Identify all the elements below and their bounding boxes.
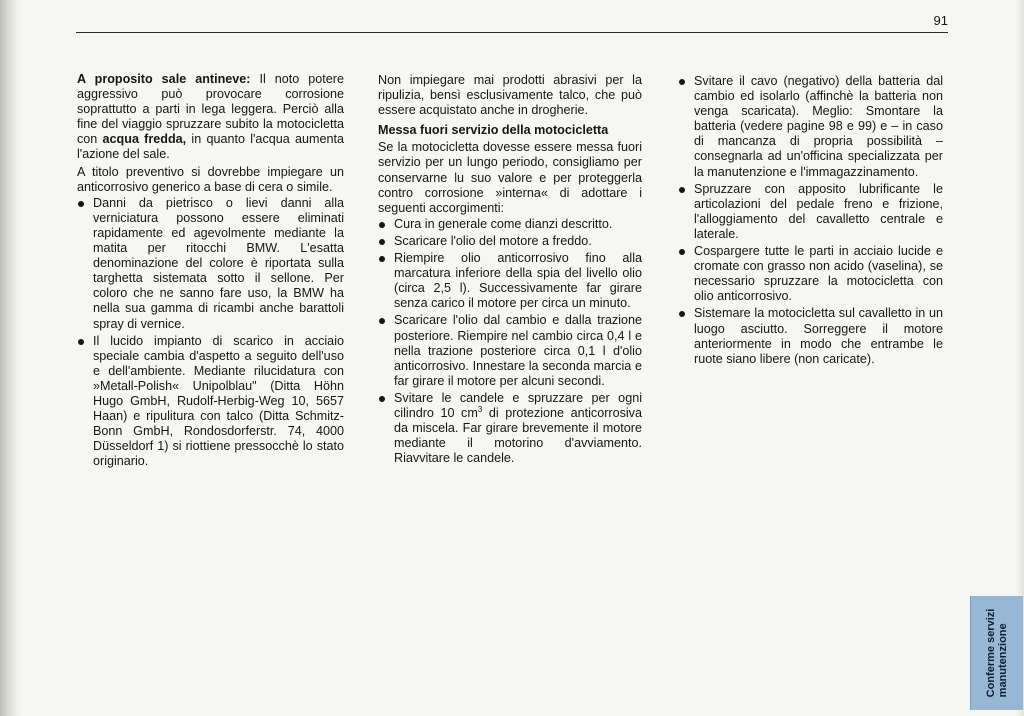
column-right [678,74,943,369]
salt-paragraph-text-end: in quanto l'acqua aumenta l'azione del sale. [77,132,344,162]
list-item: Scaricare l'olio del motore a freddo. [378,234,642,249]
storage-bullet-list [378,217,642,467]
list-item: Il lucido impianto di scarico in acciaio speciale cambia d'aspetto a seguito dell'uso e dell'ambiente. Mediante rilucidatura con »Metall-Polish« Unipolblau" (Ditta Höhn Hugo GmbH, Rudolf-Herbig-Weg 10, 5657 Haan) e ripulitura con talco (Ditta Schmitz-Bonn GmbH, Rondosdorferstr. 74, 4000 Düsseldorf 1) si riottiene pressocchè lo stato originario. [77,334,344,470]
storage-bullet-list-continued [678,74,943,367]
list-item: Spruzzare con apposito lubrificante le articolazioni del pedale freno e frizione, l'alloggiamento del cavalletto centrale e laterale. [678,182,943,242]
spark-plug-text: Svitare le candele e spruzzare per ogni cilindro 10 cm [394,390,642,420]
list-item: Riempire olio anticorrosivo fino alla marcatura inferiore della spia del livello olio (circa 2,5 l). Successivamente far girare senza carico il motore per circa un minuto. [378,251,642,311]
care-bullet-list [77,196,344,470]
salt-paragraph [77,72,344,163]
storage-intro-paragraph: Se la motocicletta dovesse essere messa fuori servizio per un lungo periodo, consigliamo per conservarne lu suo valore e per proteggerla contro corrosione »interna« di adottare i seguenti accorgimenti: [378,140,642,215]
chapter-tab-line1: Conferme servizi [985,608,997,698]
chapter-thumb-tab [970,596,1023,710]
cubic-superscript: 3 [477,404,483,414]
salt-paragraph-lead: A proposito sale antineve: [77,72,251,86]
section-heading: Messa fuori servizio della motocicletta [378,123,609,138]
header-rule [76,32,948,33]
preventive-paragraph: A titolo preventivo si dovrebbe impiegare un anticorrosivo generico a base di cera o simile. [77,164,344,194]
column-left [77,72,344,471]
list-item: Sistemare la motocicletta sul cavalletto in un luogo asciutto. Sorreggere il motore anteriormente in modo che entrambe le ruote siano libere (non caricate). [678,306,943,366]
salt-paragraph-text: Il noto potere aggressivo può provocare corrosione soprattutto a parti in lega leggera. Perciò alla fine del viaggio spruzzare subito la motocicletta con [77,72,344,147]
list-item: Svitare il cavo (negativo) della batteria dal cambio ed isolarlo (affinchè la batteria non venga scaricata). Meglio: Smontare la batteria (vedere pagine 98 e 99) e – in caso di mancanza di propria possibilità – consegnarla ad un'officina specializzata per la manutenzione e l'immagazzinamento. [678,74,943,180]
spark-plug-text-end: di protezione anticorrosiva da miscela. Far girare brevemente il motore mediante il motorino d'avviamento. Riavvitare le candele. [394,405,642,466]
chapter-tab-line2: manutenzione [997,623,1009,698]
list-item: Danni da pietrisco o lievi danni alla verniciatura possono essere eliminati rapidamente ed agevolmente mediante la matita per ritocchi BMW. L'esatta denominazione del colore è riportata sulla targhetta sistemata sotto il sellone. Per coloro che ne sanno fare uso, la BMW ha nella sua gamma di ricambi anche barattoli spray di vernice. [77,196,344,332]
column-middle [378,73,642,468]
abrasives-paragraph: Non impiegare mai prodotti abrasivi per la ripulizia, bensì esclusivamente talco, che può essere acquistato anche in drogherie. [378,73,642,118]
book-binding-shadow [0,0,22,716]
page-number: 91 [933,13,948,28]
chapter-tab-label [985,609,1009,698]
list-item: Cura in generale come dianzi descritto. [378,217,642,232]
cold-water-emphasis: acqua fredda, [102,132,187,147]
list-item: Scaricare l'olio dal cambio e dalla trazione posteriore. Riempire nel cambio circa 0,4 l e nella trazione posteriore circa 0,1 l d'olio anticorrosivo. Innestare la seconda marcia e far girare il motore per alcuni secondi. [378,313,642,388]
list-item: Cospargere tutte le parti in acciaio lucide e cromate con grasso non acido (vaselina), se necessario spruzzare la motocicletta con olio anticorrosivo. [678,244,943,304]
list-item [378,391,642,466]
